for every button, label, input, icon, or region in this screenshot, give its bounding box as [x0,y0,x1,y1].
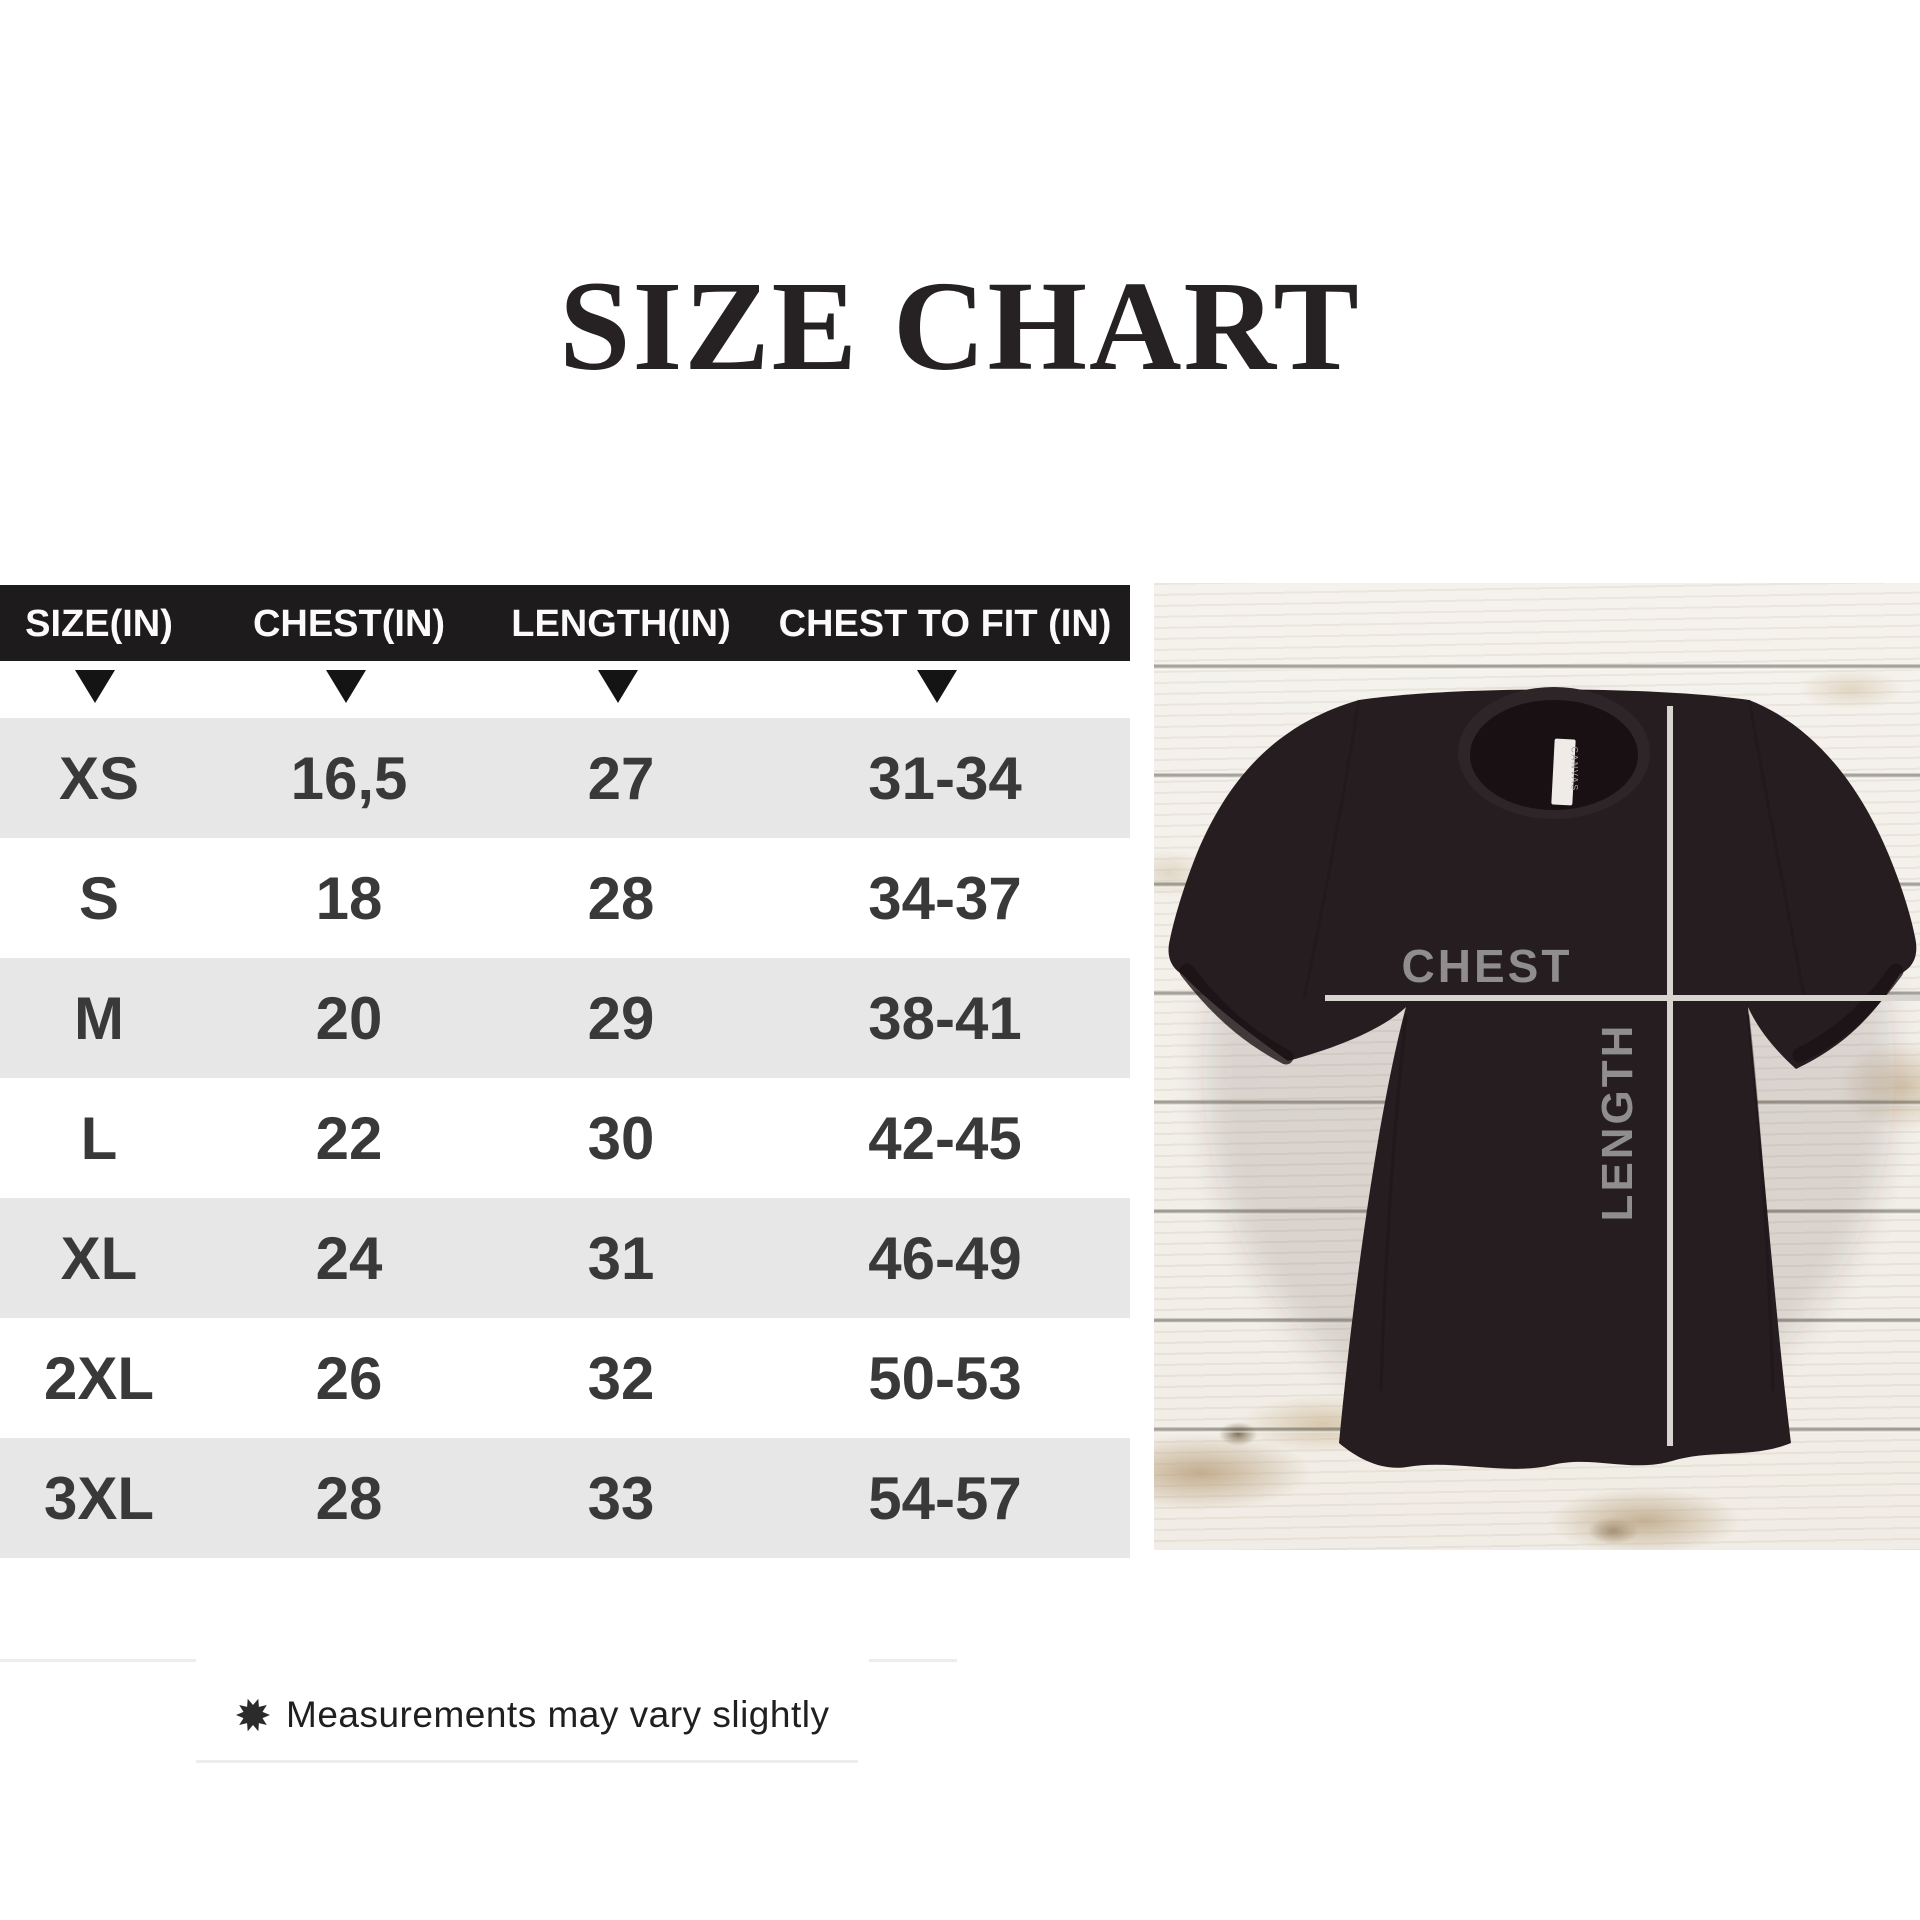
chest-to-fit-cell: 42-45 [868,1105,1022,1172]
chest-to-fit-cell: 46-49 [868,1225,1022,1292]
size-cell: L [80,1105,118,1172]
tag-label: CANVAS [1569,746,1580,792]
table-row [0,1438,1130,1558]
table-header-row [0,585,1130,661]
chest-cell: 28 [315,1465,383,1532]
chest-cell: 24 [315,1225,383,1292]
tshirt-graphic [1154,583,1920,1550]
length-cell: 31 [587,1225,655,1292]
chest-to-fit-cell: 38-41 [868,985,1022,1052]
chest-to-fit-cell: 31-34 [868,745,1022,812]
page-title: SIZE CHART [559,255,1361,397]
column-header-size: SIZE(IN) [25,603,173,645]
divider-line [0,1659,196,1662]
chest-cell: 26 [315,1345,383,1412]
table-row [0,1198,1130,1318]
table-row [0,718,1130,838]
triangle-down-icon [598,670,638,703]
chest-to-fit-cell: 50-53 [868,1345,1022,1412]
length-label: LENGTH [1593,1022,1642,1222]
table-body [0,718,1130,1558]
size-cell: XL [60,1225,138,1292]
divider-line [869,1659,957,1662]
chest-cell: 20 [315,985,383,1052]
chest-cell: 18 [315,865,383,932]
triangle-down-icon [75,670,115,703]
table-row [0,838,1130,958]
size-cell: M [74,985,124,1052]
burst-star-icon [236,1698,270,1732]
divider-line [196,1760,858,1763]
chest-to-fit-cell: 54-57 [868,1465,1022,1532]
size-table [0,585,1130,1558]
column-marker-strip [0,661,1130,718]
triangle-down-icon [326,670,366,703]
column-header-chest-to-fit: CHEST TO FIT (IN) [778,603,1112,645]
chest-measure-line [1325,995,1920,1001]
chest-to-fit-cell: 34-37 [868,865,1022,932]
triangle-down-icon [917,670,957,703]
size-cell: 2XL [43,1345,155,1412]
length-measure-line [1667,706,1673,1446]
chest-cell: 16,5 [290,745,408,812]
length-cell: 33 [587,1465,655,1532]
tshirt-photo [1154,583,1920,1550]
length-cell: 27 [587,745,655,812]
length-cell: 28 [587,865,655,932]
measurement-note: Measurements may vary slightly [286,1694,830,1735]
table-row [0,1318,1130,1438]
length-cell: 32 [587,1345,655,1412]
chest-cell: 22 [315,1105,383,1172]
column-header-chest: CHEST(IN) [252,603,446,645]
size-cell: S [78,865,120,932]
length-cell: 30 [587,1105,655,1172]
chest-label: CHEST [1401,940,1573,992]
table-row [0,958,1130,1078]
size-cell: 3XL [43,1465,155,1532]
column-header-length: LENGTH(IN) [511,603,731,645]
length-cell: 29 [587,985,655,1052]
table-row [0,1078,1130,1198]
size-cell: XS [58,745,140,812]
